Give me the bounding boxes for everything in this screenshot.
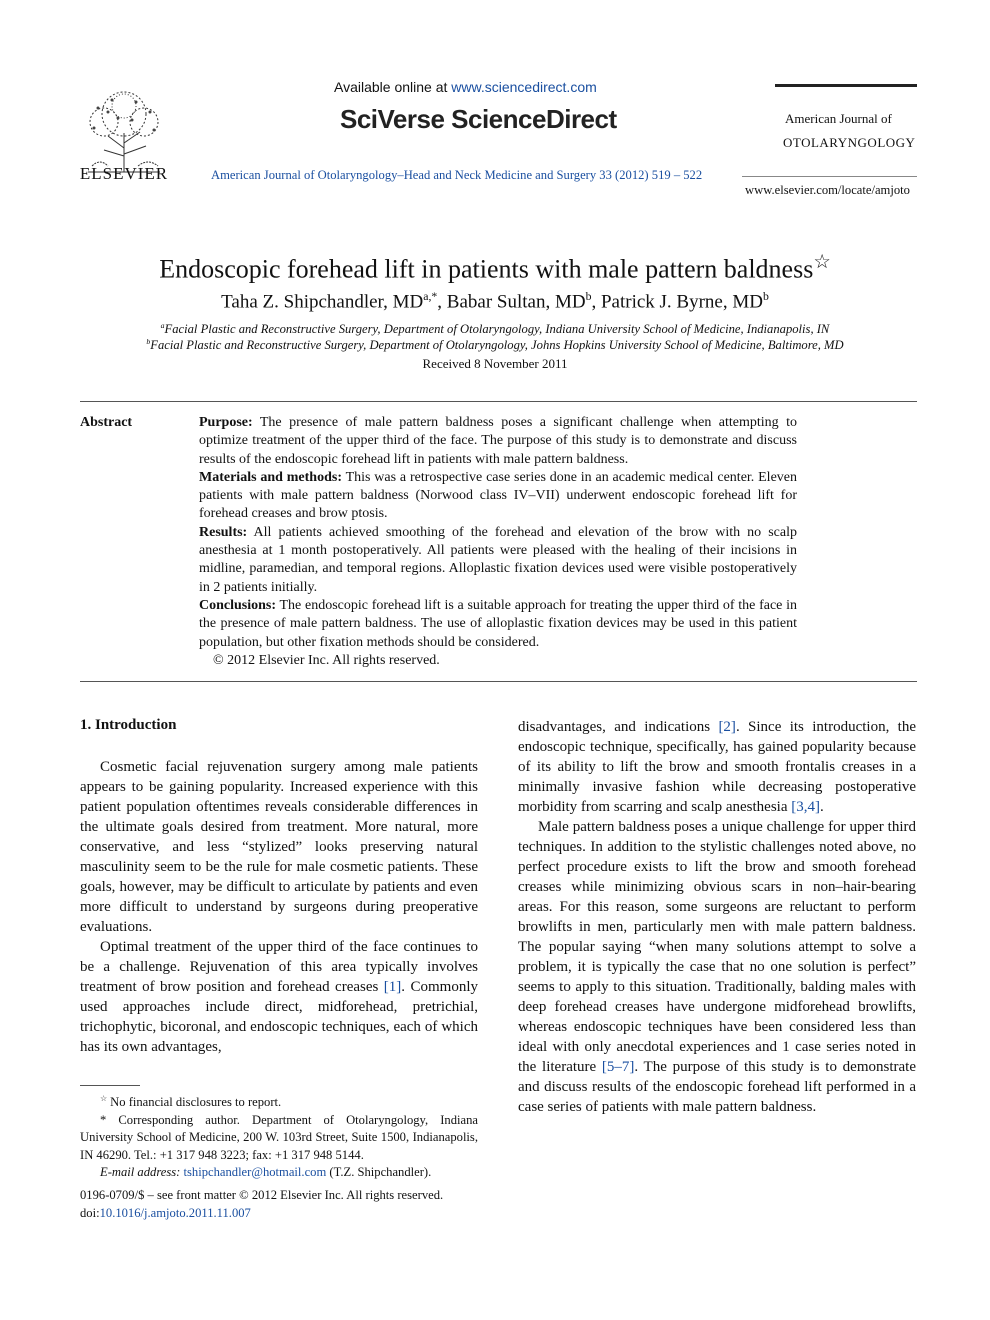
abstract-copyright: © 2012 Elsevier Inc. All rights reserved. (213, 652, 440, 668)
ref-link-5-7[interactable]: [5–7] (601, 1059, 635, 1075)
intro-paragraph-2-cont: disadvantages, and indications [2]. Since its introduction, the endoscopic technique, specifically, has gained popularity because of its ability to lift the brow and smooth frontalis creases in a minimally invasive fashion while decreasing postoperative morbidity from scarring and scalp anesthesia [3,4]. (518, 719, 916, 815)
journal-citation[interactable]: American Journal of Otolaryngology–Head and Neck Medicine and Surgery 33 (2012) 519 – 522 (211, 168, 703, 182)
ref-link-2[interactable]: [2] (718, 719, 736, 735)
intro-paragraph-3: Male pattern baldness poses a unique challenge for upper third techniques. In addition to the stylistic challenges noted above, no perfect procedure exists to lift the brow and smooth forehead creases while minimizing obvious scars in non–hair-bearing areas. For this reason, some surgeons are reluctant to perform browlifts in men, particularly men with male pattern baldness. The popular saying “when many solutions attempt to solve a problem, it is typically the case that no one solution is perfect” seems to apply to this situation. Traditionally, balding males with deep forehead creases have undergone midforehead browlifts, whereas endoscopic techniques have been considered less than ideal with only anecdotal experiences and 1 case series noted in the literature [5–7]. The purpose of this study is to demonstrate and discuss results of the endoscopic forehead lift performed in a case series of patients with male pattern baldness. (518, 819, 916, 1115)
abstract-bottom-rule (80, 681, 917, 682)
journal-box-title-line1: American Journal of (785, 111, 892, 126)
affiliation-a: $^a$Facial Plastic and Reconstructive Surgery, Department of Otolaryngology, Indiana University School of Medicine, Indianapolis, IN (160, 321, 830, 337)
title-footnote-mark[interactable]: ☆ (813, 252, 831, 273)
left-column (80, 757, 478, 1057)
journal-box-rule (775, 84, 917, 87)
article-title-text: Endoscopic forehead lift in patients with male pattern baldness (159, 254, 814, 284)
intro-paragraph-2: Optimal treatment of the upper third of the face continues to be a challenge. Rejuvenation of this area typically involves treatment of brow position and forehead creases [1]. Commonly used approaches include direct, midforehead, pretrichial, trichophytic, bicoronal, and endoscopic techniques, each of which has its own advantages, (80, 939, 478, 1055)
abstract-methods: Materials and methods: This was a retrospective case series done in an academic medical center. Eleven patients with male pattern baldness (Norwood class IV–VII) underwent endoscopic forehead lift for forehead creases and brow ptosis. (199, 469, 797, 522)
author-1-sup[interactable]: a,* (423, 290, 438, 303)
sciencedirect-link[interactable]: www.sciencedirect.com (451, 79, 597, 95)
abstract-purpose: Purpose: The presence of male pattern baldness poses a significant challenge when attempting to optimize treatment of the upper third of the face. The purpose of this study is to demonstrate and discuss results of the endoscopic forehead lift in patients with male pattern baldness. (199, 415, 797, 467)
affiliation-b: $^b$Facial Plastic and Reconstructive Surgery, Department of Otolaryngology, Johns Hopkins University School of Medicine, Baltimore, MD (146, 337, 844, 353)
abstract-conclusions: Conclusions: The endoscopic forehead lift is a suitable approach for treating the upper third of the face in the presence of male pattern baldness. The use of alloplastic fixation devices may be used in this patient population, but other fixation methods should be considered. (199, 597, 797, 650)
available-online (334, 79, 597, 95)
author-2-sup[interactable]: b (585, 290, 592, 303)
journal-url[interactable]: www.elsevier.com/locate/amjoto (745, 183, 910, 197)
journal-box-divider (742, 176, 917, 177)
abstract-label: Abstract (80, 415, 133, 430)
doi-link[interactable]: 10.1016/j.amjoto.2011.11.007 (99, 1205, 251, 1220)
abstract-top-rule (80, 401, 917, 402)
journal-box-title-line2: OTOLARYNGOLOGY (783, 135, 916, 150)
ref-link-3-4[interactable]: [3,4] (791, 799, 821, 815)
available-prefix: Available online at (334, 79, 452, 95)
author-list: Taha Z. Shipchandler, $MD^{a,*}$, Babar Sultan, $MD^b$, Patrick J. Byrne, $MD^b$ (221, 290, 769, 313)
section-heading: 1. Introduction (80, 717, 177, 733)
author-2: Babar Sultan, MD (446, 291, 586, 313)
intro-paragraph-1: Cosmetic facial rejuvenation surgery among male patients appears to be gaining popularity. Increased experience with this patient population oftentimes reveals considerable differences in the ultimate goals desired from treatment. More natural, more conservative, and less “stylized” looks preserving natural masculinity seem to be the rule for male cosmetic patients. These goals, however, may be difficult to articulate by patients and even more difficult to understand by surgeons during preoperative evaluations. (80, 759, 478, 935)
abstract-results: Results: All patients achieved smoothing of the forehead and elevation of the brow with no scalp anesthesia at 1 month postoperatively. All patients were pleased with the healing of their incisions in midline, paramedian, and temporal regions. Alloplastic fixation devices used were visible postoperatively in 2 patients initially. (199, 524, 797, 595)
article-title (0, 250, 990, 285)
footnote-email: E-mail address: tshipchandler@hotmail.com (T.Z. Shipchandler). (100, 1165, 432, 1180)
author-3: Patrick J. Byrne, MD (600, 291, 763, 313)
ref-link-1[interactable]: [1] (383, 979, 402, 995)
right-column (518, 717, 916, 1117)
brand-logo: SciVerse ScienceDirect (340, 104, 617, 134)
footnote-disclosure: ☆ No financial disclosures to report. (100, 1094, 282, 1110)
author-3-sup[interactable]: b (762, 290, 769, 303)
doi-line: doi:10.1016/j.amjoto.2011.11.007 (80, 1205, 251, 1220)
publisher-name: ELSEVIER (79, 164, 169, 183)
footnote-corresponding: * Corresponding author. Department of Otolaryngology, Indiana University School of Medicine, 200 W. 103rd Street, Suite 1500, Indianapolis, IN 46290. Tel.: +1 317 948 3223; fax: +1 317 948 5144. (80, 1112, 478, 1162)
front-matter (80, 1187, 443, 1222)
author-1: Taha Z. Shipchandler, MD (221, 291, 424, 313)
footnote-rule (80, 1085, 140, 1086)
issn-line: 0196-0709/$ – see front matter © 2012 Elsevier Inc. All rights reserved. (80, 1188, 444, 1202)
email-link[interactable]: tshipchandler@hotmail.com (183, 1165, 327, 1180)
received-date: Received 8 November 2011 (422, 356, 568, 371)
abstract-body (199, 414, 797, 670)
footnotes (80, 1090, 478, 1182)
